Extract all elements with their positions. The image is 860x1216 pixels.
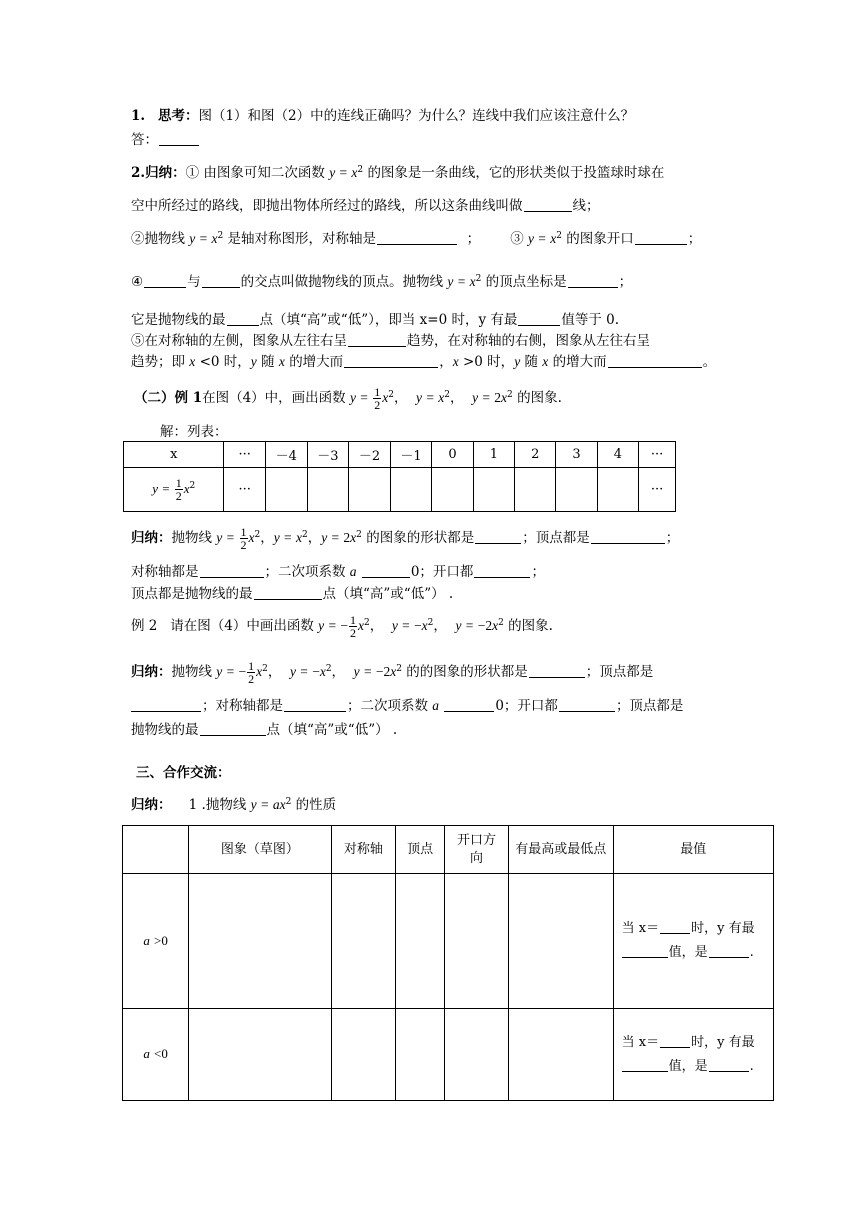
x-header: x bbox=[124, 442, 224, 468]
fill-blank[interactable] bbox=[559, 698, 615, 712]
fill-blank[interactable] bbox=[660, 1034, 690, 1048]
function-label: y = $\frac{1}{2}$ $x^2$ bbox=[124, 468, 224, 512]
table-cell[interactable] bbox=[266, 468, 308, 512]
fill-blank[interactable] bbox=[362, 564, 410, 578]
summary-2-line-7: 趋势；即 x <0 时，y 随 x 的增大而 ，x >0 时，y 随 x 的增大而 。 bbox=[131, 354, 717, 370]
fill-blank[interactable] bbox=[635, 231, 687, 245]
question-1-answer: 答： bbox=[131, 131, 200, 149]
table-cell: 0 bbox=[432, 442, 473, 468]
fill-blank[interactable] bbox=[709, 1058, 749, 1072]
summary-2-line-2: 空中所经过的路线，即抛出物体所经过的路线，所以这条曲线叫做 线； bbox=[131, 198, 600, 214]
table-cell[interactable] bbox=[331, 874, 396, 1009]
table-row bbox=[123, 1009, 774, 1101]
table-cell: 3 bbox=[556, 442, 597, 468]
fill-blank[interactable] bbox=[524, 198, 572, 212]
summary-2-line-4: ④ 与 的交点叫做抛物线的顶点。抛物线 $y = x^2$ 的顶点坐标是 ； bbox=[131, 274, 633, 290]
fill-blank[interactable] bbox=[348, 333, 406, 347]
table-cell[interactable] bbox=[473, 468, 514, 512]
fill-blank[interactable] bbox=[344, 354, 438, 368]
summary-2-line-1: 2.归纳：① 由图象可知二次函数 $y = x^2$ 的图象是一条曲线，它的形状类似于投篮球时球在 bbox=[131, 165, 665, 181]
example-2: 例 2 请在图（4）中画出函数 y = − $\frac{1}{2}$ $x^2$， $y = -x^2$， $y = -2x^2$ 的图象. bbox=[131, 613, 553, 640]
table-cell[interactable] bbox=[432, 468, 473, 512]
table-cell[interactable] bbox=[445, 874, 509, 1009]
table-row bbox=[124, 442, 676, 468]
table-cell[interactable] bbox=[390, 468, 432, 512]
fill-blank[interactable] bbox=[131, 698, 201, 712]
table-cell[interactable] bbox=[556, 468, 597, 512]
fill-blank[interactable] bbox=[227, 312, 259, 326]
table-cell[interactable] bbox=[445, 1009, 509, 1101]
table-cell: －2 bbox=[349, 442, 391, 468]
fill-blank[interactable] bbox=[622, 1058, 668, 1072]
graph-cell[interactable] bbox=[189, 1009, 331, 1101]
summary-2-line-5: 它是抛物线的最 点（填“高”或“低”），即当 x=0 时，y 有最 值等于 0. bbox=[131, 312, 620, 328]
header-direction: 开口方向 bbox=[445, 826, 509, 874]
table-cell[interactable] bbox=[331, 1009, 396, 1101]
table-cell: －4 bbox=[266, 442, 308, 468]
table-cell[interactable] bbox=[515, 468, 556, 512]
condition-cell: a <0 bbox=[123, 1009, 189, 1101]
summary-2-line-6: ⑤在对称轴的左侧，图象从左往右呈 趋势，在对称轴的右侧，图象从左往右呈 bbox=[131, 333, 650, 349]
summary-2-line-3: ②抛物线 $y = x^2$ 是轴对称图形，对称轴是 ； ③ $y = x^2$ 的图象开口 ； bbox=[131, 231, 702, 247]
graph-cell[interactable] bbox=[189, 874, 331, 1009]
fill-blank[interactable] bbox=[709, 944, 749, 958]
header-vertex: 顶点 bbox=[396, 826, 445, 874]
question-1: 1. 思考：图（1）和图（2）中的连线正确吗？为什么？连线中我们应该注意什么？ bbox=[131, 108, 635, 124]
table-cell[interactable] bbox=[508, 874, 613, 1009]
solution-label: 解：列表： bbox=[160, 424, 228, 440]
fill-blank[interactable] bbox=[660, 920, 690, 934]
section-3-title: 三、合作交流： bbox=[136, 765, 231, 781]
summary-3-line-3: 顶点都是抛物线的最 点（填“高”或“低”） . bbox=[131, 586, 454, 602]
table-cell[interactable] bbox=[307, 468, 349, 512]
properties-table bbox=[122, 825, 774, 1101]
table-cell: 4 bbox=[597, 442, 638, 468]
table-row bbox=[123, 874, 774, 1009]
table-cell[interactable] bbox=[597, 468, 638, 512]
table-cell[interactable] bbox=[349, 468, 391, 512]
table-row bbox=[124, 468, 676, 512]
answer-blank[interactable] bbox=[159, 132, 199, 146]
table-cell: －3 bbox=[307, 442, 349, 468]
fill-blank[interactable] bbox=[622, 944, 668, 958]
header-extreme-value: 最值 bbox=[613, 826, 773, 874]
fill-blank[interactable] bbox=[284, 698, 346, 712]
summary-4-line-1: 归纳：抛物线 y = − $\frac{1}{2}$ $x^2$， $y = -x^2$， $y = -2x^2$ 的的图象的形状都是 ；顶点都是 bbox=[131, 659, 654, 686]
header-blank bbox=[123, 826, 189, 874]
fill-blank[interactable] bbox=[518, 312, 560, 326]
table-cell: －1 bbox=[390, 442, 432, 468]
summary-4-line-3: 抛物线的最 点（填“高”或“低”） . bbox=[131, 722, 398, 738]
fill-blank[interactable] bbox=[377, 231, 457, 245]
table-cell: ··· bbox=[639, 468, 676, 512]
table-cell: ··· bbox=[224, 442, 266, 468]
fill-blank[interactable] bbox=[475, 530, 521, 544]
fill-blank[interactable] bbox=[200, 564, 264, 578]
table-cell[interactable] bbox=[396, 1009, 445, 1101]
summary-4-line-2: ；对称轴都是 ；二次项系数 a 0；开口都 ；顶点都是 bbox=[131, 697, 683, 715]
fill-blank[interactable] bbox=[568, 274, 618, 288]
header-axis: 对称轴 bbox=[331, 826, 396, 874]
example-1: （二）例 1在图（4）中，画出函数 y = $\frac{1}{2}$ $x^2$， $y = x^2$， $y = 2x^2$ 的图象. bbox=[134, 385, 562, 412]
fill-blank[interactable] bbox=[529, 664, 585, 678]
table-header-row bbox=[123, 826, 774, 874]
fill-blank[interactable] bbox=[254, 586, 322, 600]
summary-3-line-2: 对称轴都是 ；二次项系数 a 0；开口都 ； bbox=[131, 564, 545, 580]
summary-3-line-1: 归纳：抛物线 y = $\frac{1}{2}$ $x^2$，$y = x^2$，$y = 2x^2$ 的图象的形状都是 ；顶点都是 ； bbox=[131, 525, 680, 552]
header-graph: 图象（草图） bbox=[189, 826, 331, 874]
table-cell: 1 bbox=[473, 442, 514, 468]
extreme-value-cell: 当 x＝ 时，y 有最 值，是 . bbox=[613, 874, 773, 1009]
extreme-value-cell: 当 x＝ 时，y 有最 值，是 . bbox=[613, 1009, 773, 1101]
header-extreme-point: 有最高或最低点 bbox=[508, 826, 613, 874]
fill-blank[interactable] bbox=[202, 274, 240, 288]
condition-cell: a >0 bbox=[123, 874, 189, 1009]
table-cell: ··· bbox=[224, 468, 266, 512]
fill-blank[interactable] bbox=[474, 564, 530, 578]
table-cell: ··· bbox=[639, 442, 676, 468]
value-table bbox=[123, 441, 676, 512]
table-cell[interactable] bbox=[396, 874, 445, 1009]
fill-blank[interactable] bbox=[608, 354, 702, 368]
fill-blank[interactable] bbox=[200, 722, 266, 736]
section-3-summary: 归纳： 1 .抛物线 $y = ax^2$ 的性质 bbox=[131, 797, 337, 813]
fill-blank[interactable] bbox=[591, 530, 665, 544]
fill-blank[interactable] bbox=[444, 698, 494, 712]
table-cell: 2 bbox=[515, 442, 556, 468]
fill-blank[interactable] bbox=[144, 274, 186, 288]
table-cell[interactable] bbox=[508, 1009, 613, 1101]
